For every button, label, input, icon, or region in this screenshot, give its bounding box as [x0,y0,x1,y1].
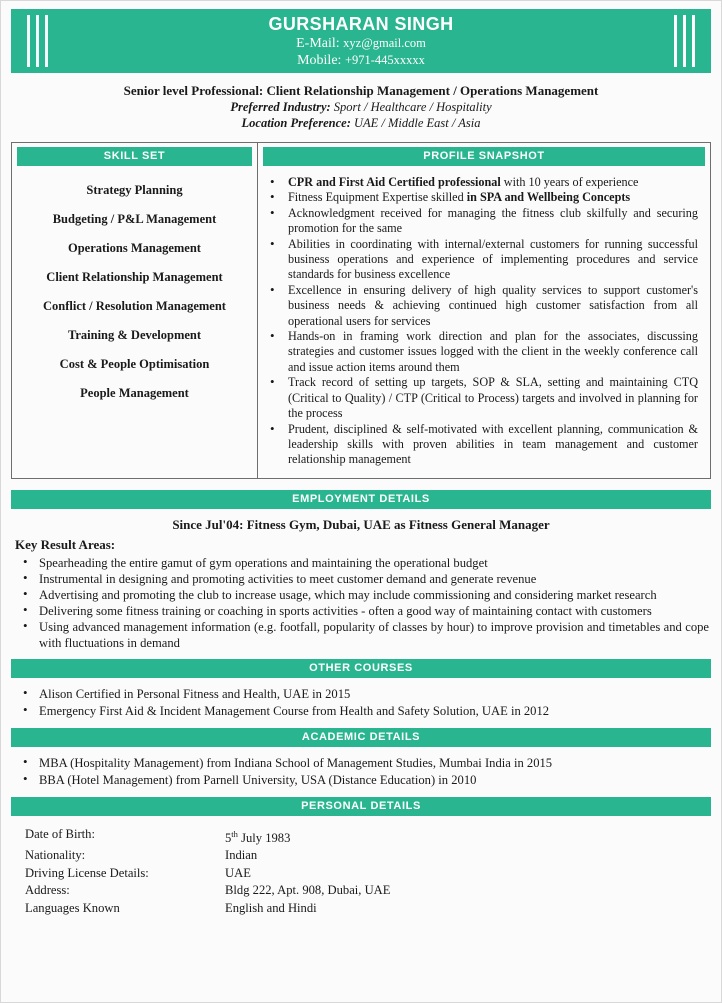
email-value: xyz@gmail.com [343,35,426,50]
resume-header-banner [11,9,711,73]
email-label: E-Mail: [296,35,340,51]
candidate-name: GURSHARAN SINGH [268,13,454,34]
personal-detail-label: Date of Birth: [25,826,95,841]
employment-bullet-item: • Advertising and promoting the club to increase usage, which may include commissioning and considering market research [13,587,709,603]
employment-bullet-item: • Using advanced management information (e.g. footfall, popularity of classes by hour) to improve provision and timetables and cope with fluctuations in demand [13,619,709,651]
academic-item: • MBA (Hospitality Management) from Indiana School of Management Studies, Mumbai India in 2015 [13,755,709,771]
employment-bullet-item: • Spearheading the entire gamut of gym operations and maintaining the operational budget [13,555,709,571]
preferred-industry-label: Preferred Industry: [230,100,331,114]
profile-snapshot-item-text: Fitness Equipment Expertise skilled [288,190,467,205]
employment-bullet-item: • Delivering some fitness training or coaching in sports activities - often a good way of maintaining contact with customers [13,603,709,619]
profile-snapshot-item-emphasis: in SPA and Wellbeing Concepts [466,190,631,205]
other-courses-body [11,678,711,728]
academic-details-body [11,747,711,797]
skill-set-heading: SKILL SET [17,147,252,166]
profile-snapshot-item: • Prudent, disciplined & self-motivated with excellent planning, communication & leadership skills with proven abilities in team management and customer relationship management [266,422,698,468]
profile-snapshot-item [266,190,698,205]
personal-detail-label: Nationality: [25,848,86,863]
personal-detail-value-ordinal: th [231,828,238,839]
skill-item: Budgeting / P&L Management [52,211,217,226]
profile-snapshot-item: • Acknowledgment received for managing the fitness club skilfully and securing promotion for the same [266,206,698,237]
decorative-bar-icon [27,15,30,67]
key-result-areas-label: Key Result Areas: [15,536,116,552]
other-courses-item: • Alison Certified in Personal Fitness and Health, UAE in 2015 [13,686,709,702]
skill-set-column [12,143,258,478]
preferred-industry-value: Sport / Healthcare / Hospitality [330,100,492,114]
personal-detail-row [25,900,709,918]
employment-bullet-item: • Instrumental in designing and promoting activities to meet customer demand and generate revenue [13,571,709,587]
personal-details-body [11,816,711,924]
profile-snapshot-heading: PROFILE SNAPSHOT [263,147,705,166]
employment-details-body [11,509,711,659]
location-preference-line [13,115,709,131]
mobile-label: Mobile: [297,52,342,68]
employment-details-heading: EMPLOYMENT DETAILS [11,490,711,509]
skill-item: People Management [80,385,189,400]
profile-snapshot-item: • Track record of setting up targets, SOP & SLA, setting and maintaining CTQ (Critical to Quality) / CTP (Critical to Process) targets and involved in planning for the process [266,375,698,421]
mobile-value: +971-445xxxxx [344,52,425,67]
personal-details-heading: PERSONAL DETAILS [11,797,711,816]
skill-item: Conflict / Resolution Management [43,298,226,313]
decorative-bar-icon [692,15,695,67]
professional-headline: Senior level Professional: Client Relationship Management / Operations Management [123,83,599,98]
profile-snapshot-item: • Excellence in ensuring delivery of high quality services to support customer's business needs & achieving continued high customer satisfaction from all operational users for services [266,283,698,329]
candidate-email-line [296,35,426,52]
candidate-mobile-line [297,52,425,69]
personal-detail-row [25,882,709,900]
profile-snapshot-list [258,166,710,468]
professional-title-block [13,83,709,131]
personal-detail-value: UAE [225,865,251,880]
personal-detail-value [225,826,709,848]
decorative-bar-icon [674,15,677,67]
personal-detail-label: Languages Known [25,900,120,915]
profile-snapshot-item-text: with 10 years of experience [500,175,639,189]
decorative-bar-icon [36,15,39,67]
profile-snapshot-item: • Abilities in coordinating with internal/external customers for running successful business operations and experience of implementing procedures and service standards for business excellence [266,237,698,283]
skill-item: Training & Development [67,327,202,342]
academic-item: • BBA (Hotel Management) from Parnell University, USA (Distance Education) in 2010 [13,772,709,788]
skill-item: Operations Management [68,240,201,255]
location-preference-label: Location Preference: [241,116,351,130]
personal-detail-value: English and Hindi [225,900,317,915]
decorative-bars-right [674,15,695,67]
personal-detail-value: Bldg 222, Apt. 908, Dubai, UAE [225,883,391,898]
decorative-bar-icon [45,15,48,67]
skill-item: Client Relationship Management [46,269,223,284]
personal-detail-label: Address: [25,883,70,898]
personal-detail-row [25,865,709,883]
personal-detail-row [25,847,709,865]
skill-item: Cost & People Optimisation [59,356,210,371]
personal-detail-row [25,826,709,848]
academic-bullet-list [13,755,709,788]
personal-detail-value-suffix: July 1983 [237,830,291,845]
profile-snapshot-item [266,175,698,190]
employment-bullet-list [13,555,709,651]
personal-detail-label: Driving License Details: [25,865,149,880]
profile-snapshot-item-emphasis: CPR and First Aid Certified professional [288,175,501,189]
location-preference-value: UAE / Middle East / Asia [350,116,481,130]
other-courses-heading: OTHER COURSES [11,659,711,678]
decorative-bar-icon [683,15,686,67]
decorative-bars-left [27,15,48,67]
other-courses-bullet-list [13,686,709,719]
academic-details-heading: ACADEMIC DETAILS [11,728,711,747]
skills-and-profile-table [11,142,711,479]
personal-detail-value: Indian [225,848,258,863]
preferred-industry-line [13,99,709,115]
employment-job-title: Since Jul'04: Fitness Gym, Dubai, UAE as Fitness General Manager [172,516,550,532]
other-courses-item: • Emergency First Aid & Incident Management Course from Health and Safety Solution, UAE in 2012 [13,703,709,719]
profile-snapshot-item: • Hands-on in framing work direction and plan for the associates, discussing strategies and customer issues logged with the client in the weekly conference call and issue action items around them [266,329,698,375]
skill-set-list [12,166,257,407]
personal-detail-value-prefix: 5 [225,830,232,845]
profile-snapshot-column [258,143,710,478]
skill-item: Strategy Planning [86,182,183,197]
